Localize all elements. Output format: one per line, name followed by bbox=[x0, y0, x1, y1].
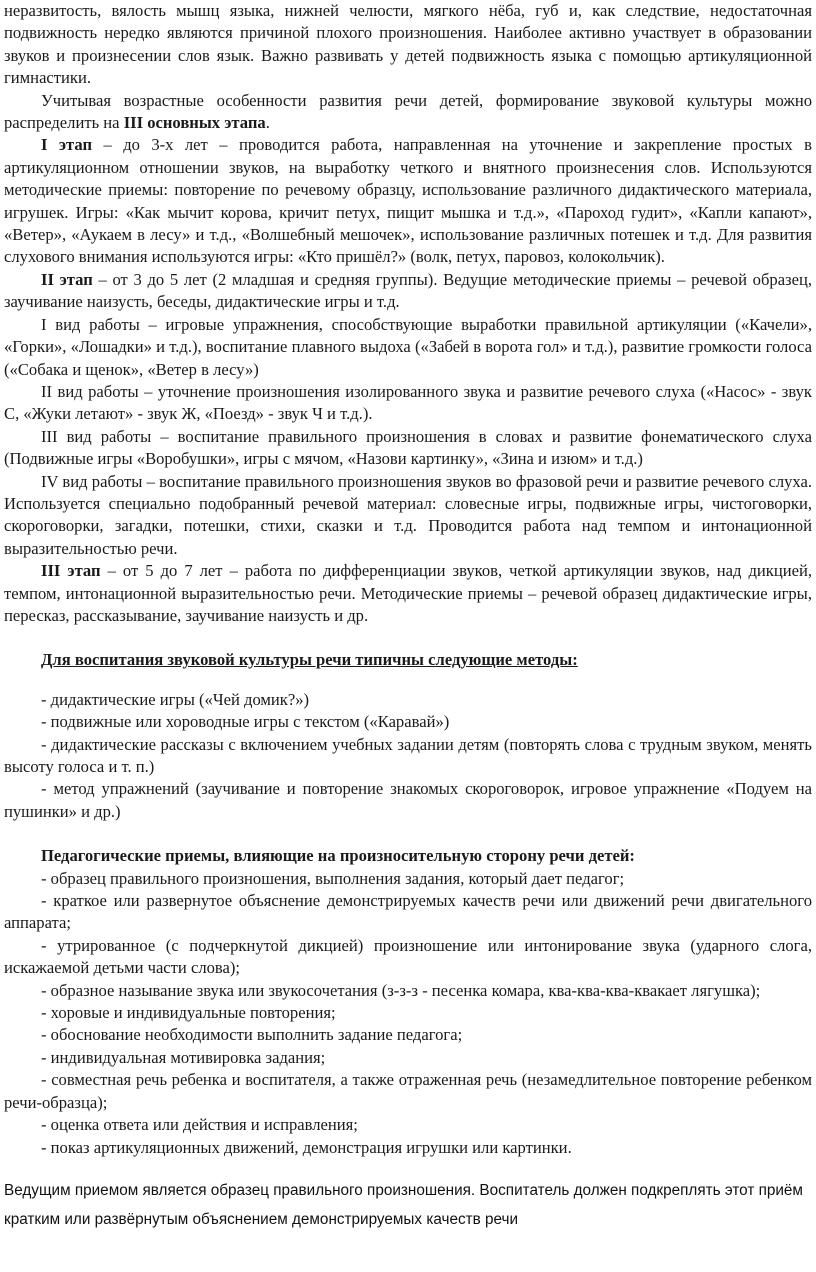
stage-1-label: I этап bbox=[41, 135, 93, 155]
technique-item: - показ артикуляционных движений, демонстрация игрушки или картинки. bbox=[41, 1137, 572, 1157]
method-item: - дидактические игры («Чей домик?») bbox=[41, 689, 310, 709]
stage-2-label: II этап bbox=[41, 269, 93, 289]
work-type-3: III вид работы – воспитание правильного произношения в словах и развитие фонематического слуха (Подвижные игры «Воробушки», игры с мячом, «Назови картинку», «Зина и изюм» и т.д.) bbox=[4, 426, 812, 469]
method-item: - метод упражнений (заучивание и повторение знакомых скороговорок, игровое упражнение «Подуем на пушинки» и др.) bbox=[4, 779, 812, 821]
stage-1-paragraph: I этап – до 3-х лет – проводится работа, направленная на уточнение и закрепление простых в артикуляционном отношении звуков, на выработку четкого и внятного произнесения слов. Используются методические приемы: повторение по речевому образцу, использование различного дидактического материала, игрушек. Игры: «Как мычит корова, кричит петух, пищит мышка и т.д.», «Пароход гудит», «Капли капают», «Ветер», «Аукаем в лесу» и т.д., «Волшебный мешочек», использование различных потешек и т.д. Для развития слухового внимания используются игры: «Кто пришёл?» (волк, петух, паровоз, колокольчик). bbox=[4, 135, 812, 267]
intro-paragraph: неразвитость, вялость мышц языка, нижней челюсти, мягкого нёба, губ и, как следствие, недостаточная подвижность нередко являются причиной плохого произношения. Наиболее активно участвует в образовании звуков и произнесении слов язык. Важно развивать у детей подвижность языка с помощью артикуляционной гимнастики. bbox=[4, 1, 812, 88]
technique-item: - обоснование необходимости выполнить задание педагога; bbox=[41, 1025, 463, 1045]
technique-item: - совместная речь ребенка и воспитателя, а также отраженная речь (незамедлительное повторение ребенком речи-образца); bbox=[4, 1070, 812, 1112]
technique-item: - хоровые и индивидуальные повторения; bbox=[41, 1003, 336, 1023]
technique-item: - оценка ответа или действия и исправления; bbox=[41, 1115, 358, 1135]
work-type-2: II вид работы – уточнение произношения изолированного звука и развитие речевого слуха («Насос» - звук С, «Жуки летают» - звук Ж, «Поезд» - звук Ч и т.д.). bbox=[4, 381, 812, 424]
work-type-4: IV вид работы – воспитание правильного произношения звуков во фразовой речи и развитие речевого слуха. Используется специально подобранный речевой материал: словесные игры, подвижные игры, чистоговорки, скороговорки, загадки, потешки, стихи, сказки и т.д. Проводится работа над темпом и интонационной выразительностью речи. bbox=[4, 471, 812, 558]
stages-intro-paragraph: Учитывая возрастные особенности развития речи детей, формирование звуковой культуры можно распределить на III основных этапа. bbox=[4, 90, 812, 133]
conclusion-paragraph: Ведущим приемом является образец правильного произношения. Воспитатель должен подкреплять этот приём кратким или развёрнутым объяснением демонстрируемых качеств речи bbox=[4, 1181, 803, 1228]
work-type-1: I вид работы – игровые упражнения, способствующие выработки правильной артикуляции («Качели», «Горки», «Лошадки» и т.д.), воспитание плавного выдоха («Забей в ворота гол» и т.д.), развитие громкости голоса («Собака и щенок», «Ветер в лесу») bbox=[4, 314, 812, 379]
technique-item: - индивидуальная мотивировка задания; bbox=[41, 1047, 326, 1067]
technique-item: - утрированное (с подчеркнутой дикцией) произношение или интонирование звука (ударного слога, искажаемой детьми части слова); bbox=[4, 935, 812, 978]
stage-3-paragraph: III этап – от 5 до 7 лет – работа по дифференциации звуков, четкой артикуляции звуков, над дикцией, темпом, интонационной выразительностью речи. Методические приемы – речевой образец дидактические игры, пересказ, рассказывание, заучивание наизусть и др. bbox=[4, 561, 812, 625]
technique-item: - краткое или развернутое объяснение демонстрируемых качеств речи или движений речи двигательного аппарата; bbox=[4, 891, 812, 933]
methods-heading: Для воспитания звуковой культуры речи типичны следующие методы: bbox=[41, 650, 578, 670]
method-item: - подвижные или хороводные игры с текстом («Каравай») bbox=[41, 712, 450, 732]
techniques-heading: Педагогические приемы, влияющие на произносительную сторону речи детей: bbox=[41, 846, 635, 866]
method-item: - дидактические рассказы с включением учебных задании детям (повторять слова с трудным звуком, менять высоту голоса и т. п.) bbox=[4, 734, 812, 776]
stage-3-label: III этап bbox=[41, 561, 101, 581]
technique-item: - образное называние звука или звукосочетания (з-з-з - песенка комара, ква-ква-ква-квакает лягушка); bbox=[41, 980, 761, 1000]
technique-item: - образец правильного произношения, выполнения задания, который дает педагог; bbox=[41, 868, 625, 888]
stages-count: III основных этапа bbox=[123, 113, 266, 133]
stage-2-paragraph: II этап – от 3 до 5 лет (2 младшая и средняя группы). Ведущие методические приемы – речевой образец, заучивание наизусть, беседы, дидактические игры и т.д. bbox=[4, 269, 813, 312]
